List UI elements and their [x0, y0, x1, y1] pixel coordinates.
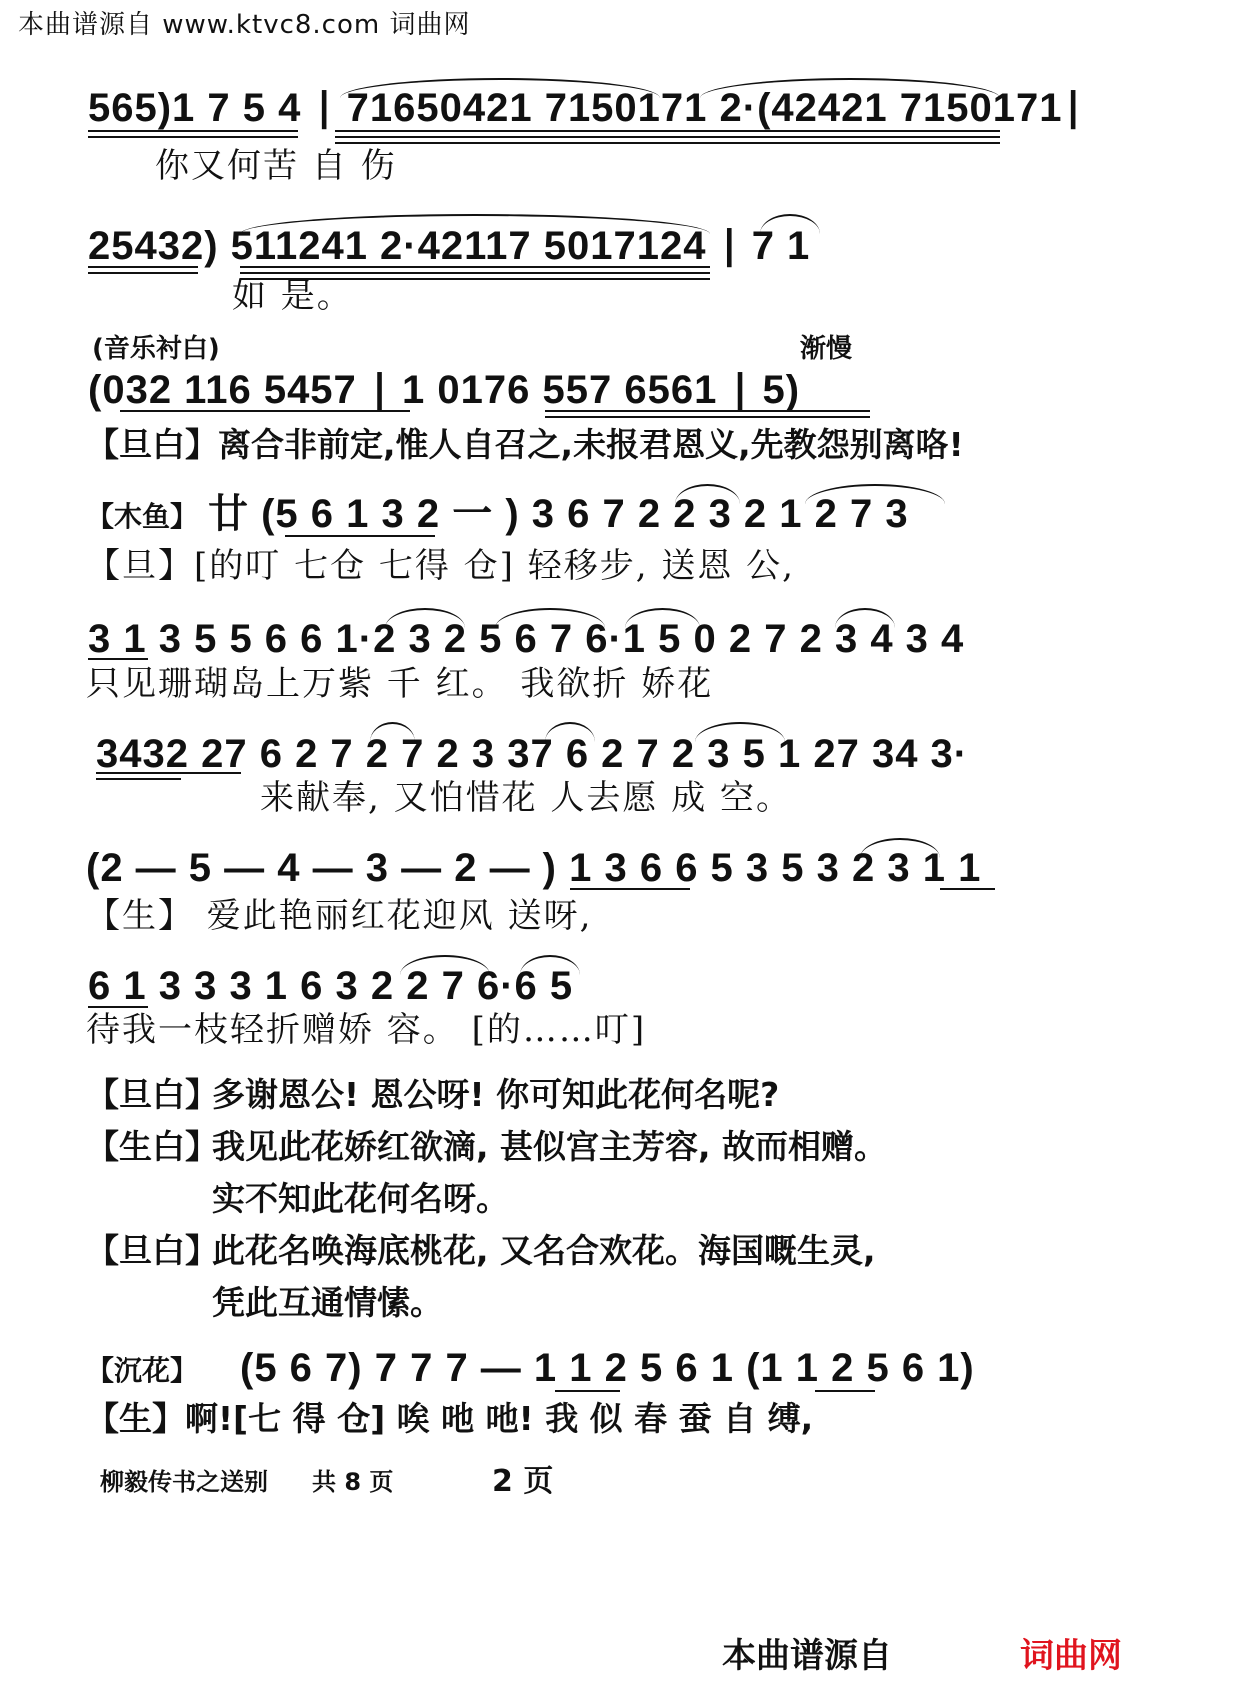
slur	[400, 955, 490, 975]
lyrics-line-9: 【生】啊![七 得 仓] 唉 吔 吔! 我 似 春 蚕 自 缚,	[86, 1399, 814, 1438]
underline	[88, 1006, 148, 1008]
underline	[120, 410, 410, 412]
slur	[760, 214, 820, 234]
notation-line-3: (032 116 5457 ∣ 1 0176 557 6561 ∣ 5)	[88, 368, 801, 412]
notation-line-7: (2 — 5 — 4 — 3 — 2 — ) 1 3 6 6 5 3 5 3 2 3 1 1	[86, 846, 982, 890]
underline	[555, 1390, 620, 1392]
dialogue-role: 【生白】	[86, 1127, 218, 1166]
underline	[88, 130, 298, 132]
dialogue-text: 实不知此花何名呀。	[212, 1179, 509, 1218]
underline	[88, 136, 298, 138]
slur	[340, 78, 660, 98]
slur	[370, 722, 415, 742]
underline	[96, 778, 181, 780]
slur	[495, 608, 605, 628]
slur	[700, 78, 1000, 98]
slur	[625, 608, 700, 628]
lyrics-line-4: 【旦】[的叮 七仓 七得 仓] 轻移步, 送恩 公,	[86, 546, 795, 586]
lyrics-line-7: 【生】 爱此艳丽红花迎风 送呀,	[86, 896, 593, 936]
underline	[285, 535, 435, 537]
notation-line-5: 3 1 3 5 5 6 6 1·2 3 2 5 6 7 6·1 5 0 2 7 2 3 4 3 4	[88, 617, 965, 661]
section-label-muyu: 【木鱼】	[86, 500, 199, 533]
lyrics-line-5: 只见珊瑚岛上万紫 千 红。 我欲折 娇花	[86, 664, 714, 704]
dialogue-text: 多谢恩公! 恩公呀! 你可知此花何名呢?	[212, 1075, 780, 1114]
slur	[835, 608, 895, 628]
lyrics-line-2: 如 是。	[232, 276, 353, 316]
underline	[96, 772, 241, 774]
footer-title: 柳毅传书之送别	[100, 1468, 268, 1496]
dialogue-text: 凭此互通情愫。	[212, 1283, 443, 1322]
underline	[940, 888, 995, 890]
tempo-marking: 渐慢	[800, 334, 853, 364]
notation-line-2: 25432) 511241 2·42117 5017124 ∣ 7 1	[88, 224, 811, 268]
underline	[815, 1390, 875, 1392]
watermark-brand: 词曲网	[1020, 1636, 1122, 1676]
underline	[88, 658, 148, 660]
notation-line-1: 565)1 7 5 4 ∣ 71650421 7150171 2·(42421 7150171∣	[88, 86, 1084, 130]
underline	[88, 272, 198, 274]
lyrics-line-1: 你又何苦 自 伤	[155, 146, 397, 186]
dialogue-role: 【旦白】	[86, 1231, 218, 1270]
underline	[545, 410, 870, 412]
slur	[385, 608, 465, 628]
slur	[545, 722, 595, 742]
underline	[240, 266, 710, 268]
underline	[545, 416, 870, 418]
slur	[240, 214, 710, 234]
lyrics-line-6: 来献奉, 又怕惜花 人去愿 成 空。	[260, 778, 793, 818]
underline	[88, 266, 198, 268]
footer-page-number: 2 页	[492, 1464, 554, 1499]
notation-line-9: (5 6 7) 7 7 7 — 1 1 2 5 6 1 (1 1 2 5 6 1)	[240, 1346, 975, 1390]
section-label-chenhua: 【沉花】	[86, 1354, 199, 1387]
dialogue-role: 【旦白】	[86, 1075, 218, 1114]
underline	[335, 130, 1000, 132]
slur	[675, 484, 740, 504]
underline	[570, 888, 690, 890]
slur	[860, 838, 940, 858]
footer-total-pages: 共 8 页	[312, 1468, 394, 1496]
underline	[240, 272, 710, 274]
lyrics-line-8: 待我一枝轻折赠娇 容。 [的……叮]	[86, 1010, 647, 1050]
slur	[695, 722, 785, 742]
notation-line-4: 廿 (5 6 1 3 2 一 ) 3 6 7 2 2 3 2 1 2 7 3	[208, 492, 909, 536]
source-header: 本曲谱源自 www.ktvc8.com 词曲网	[18, 10, 471, 40]
dialogue-text: 我见此花娇红欲滴, 甚似宫主芳容, 故而相赠。	[212, 1127, 888, 1166]
notation-line-8: 6 1 3 3 3 1 6 3 2 2 7 6·6 5	[88, 964, 574, 1008]
slur	[805, 484, 945, 504]
underline	[335, 142, 1000, 144]
slur	[520, 955, 580, 975]
performance-note: (音乐衬白)	[92, 334, 220, 364]
dialogue-line-dan-1: 【旦白】离合非前定,惟人自召之,未报君恩义,先教怨别离咯!	[86, 425, 964, 464]
notation-line-6: 3432 27 6 2 7 2 7 2 3 37 6 2 7 2 3 5 1 27 34 3·	[96, 732, 969, 776]
watermark-text: 本曲谱源自	[722, 1636, 892, 1676]
underline	[335, 136, 1000, 138]
dialogue-text: 此花名唤海底桃花, 又名合欢花。海国嘅生灵,	[212, 1231, 876, 1270]
